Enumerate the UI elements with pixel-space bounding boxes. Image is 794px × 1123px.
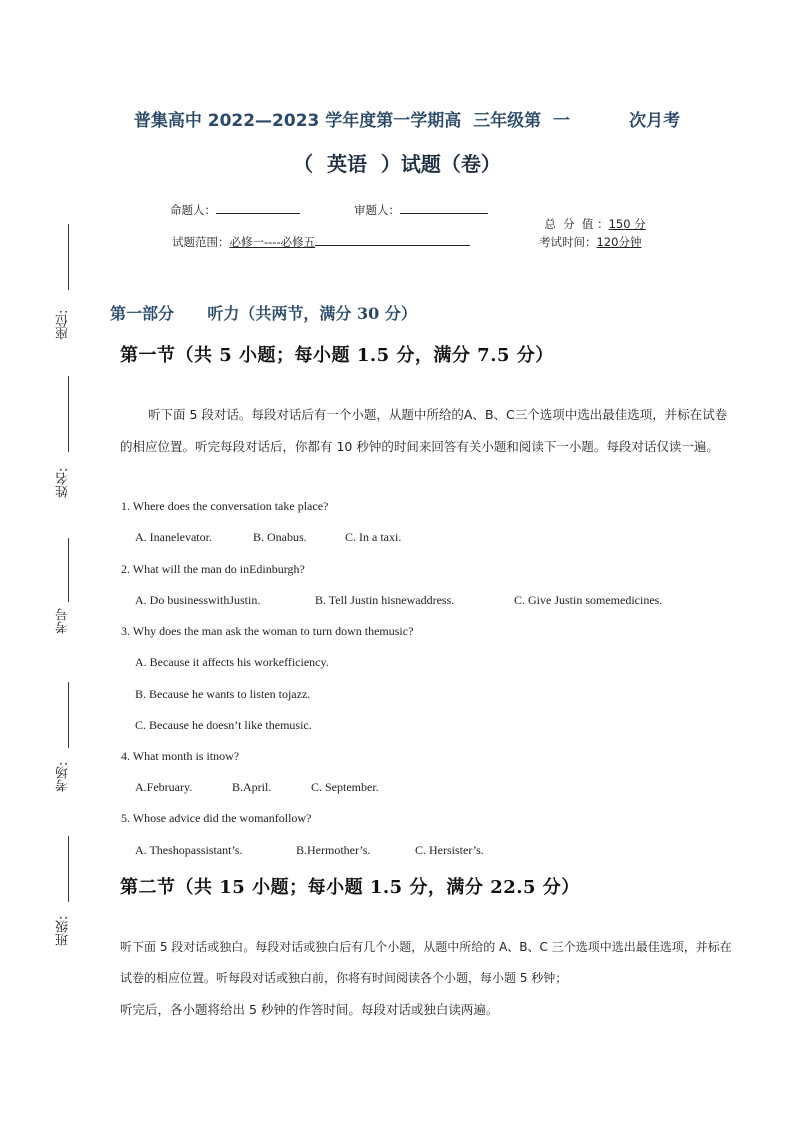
q4-option-a: A.February. <box>135 780 193 794</box>
reviewer-row <box>354 202 488 218</box>
section1-heading: 第一节（共 5 小题；每小题 1.5 分，满分 7.5 分） <box>120 345 554 366</box>
exam-subtitle: （ 英语 ）试题（卷） <box>293 152 501 176</box>
section1-instructions: 听下面 5 段对话。每段对话后有一个小题，从题中所给的A、B、C三个选项中选出最佳选项，并标在试卷的相应位置。听完每段对话后，你都有 10 秒钟的时间来回答有关小题和阅读下一小题。每段对话仅读一遍。 <box>120 407 728 454</box>
binding-label-name: 姓名: <box>56 467 71 498</box>
section2-heading: 第二节（共 15 小题；每小题 1.5 分，满分 22.5 分） <box>120 877 580 898</box>
binding-line-class <box>68 836 69 902</box>
time-value: 120分钟 <box>596 235 642 249</box>
time-row <box>539 234 641 250</box>
q4-option-b: B.April. <box>232 780 272 794</box>
binding-line-exam-no <box>68 538 69 602</box>
author-label: 命题人： <box>170 203 216 217</box>
binding-label-class: 班级: <box>56 915 71 946</box>
q5-option-b: B.Hermother’s. <box>296 843 371 857</box>
q5-option-c: C. Hersister’s. <box>415 843 484 857</box>
q2-option-a: A. Do businesswithJustin. <box>135 593 261 607</box>
author-row <box>170 202 300 218</box>
author-blank[interactable] <box>216 202 300 214</box>
binding-line-seat <box>68 224 69 290</box>
binding-label-seat: 座位: <box>56 309 71 340</box>
question-4-stem: 4. What month is itnow? <box>121 749 240 763</box>
q3-option-b: B. Because he wants to listen tojazz. <box>135 687 311 701</box>
score-value: 150 分 <box>608 217 646 231</box>
exam-title: 普集高中 2022—2023 学年度第一学期高 三年级第 一 次月考 <box>133 111 681 131</box>
scope-blank <box>315 234 470 246</box>
binding-line-name <box>68 376 69 452</box>
q1-option-b: B. Onabus. <box>253 530 307 544</box>
q2-option-b: B. Tell Justin hisnewaddress. <box>315 593 455 607</box>
binding-label-exam-no: 考号 <box>56 608 71 634</box>
question-1-stem: 1. Where does the conversation take place? <box>121 499 329 513</box>
q5-option-a: A. Theshopassistant’s. <box>135 843 243 857</box>
q3-option-c: C. Because he doesn’t like themusic. <box>135 718 312 732</box>
time-label: 考试时间： <box>539 235 597 249</box>
section2-after: 听完后，各小题将给出 5 秒钟的作答时间。每段对话或独白读两遍。 <box>120 1002 499 1017</box>
reviewer-label: 审题人： <box>354 203 400 217</box>
question-2-stem: 2. What will the man do inEdinburgh? <box>121 562 305 576</box>
q2-option-c: C. Give Justin somemedicines. <box>514 593 663 607</box>
scope-label: 试题范围： <box>172 235 230 249</box>
part1-heading: 第一部分 听力（共两节，满分 30 分） <box>110 304 417 323</box>
q4-option-c: C. September. <box>311 780 379 794</box>
scope-row <box>172 234 470 250</box>
score-row <box>537 202 646 232</box>
q1-option-a: A. Inanelevator. <box>135 530 212 544</box>
binding-label-room: 考场: <box>56 761 71 792</box>
scope-value: 必修一----必修五 <box>229 235 316 249</box>
question-3-stem: 3. Why does the man ask the woman to turn down themusic? <box>121 624 414 638</box>
score-label: 总 分 值 ： <box>544 217 609 231</box>
q3-option-a: A. Because it affects his workefficiency. <box>135 655 329 669</box>
question-5-stem: 5. Whose advice did the womanfollow? <box>121 811 312 825</box>
q1-option-c: C. In a taxi. <box>345 530 402 544</box>
reviewer-blank[interactable] <box>400 202 488 214</box>
section2-instructions: 听下面 5 段对话或独白。每段对话或独白后有几个小题，从题中所给的 A、B、C 三个选项中选出最佳选项，并标在试卷的相应位置。听每段对话或独白前，你将有时间阅读各个小题，每小题 5 秒钟； <box>120 940 732 985</box>
binding-line-room <box>68 682 69 748</box>
